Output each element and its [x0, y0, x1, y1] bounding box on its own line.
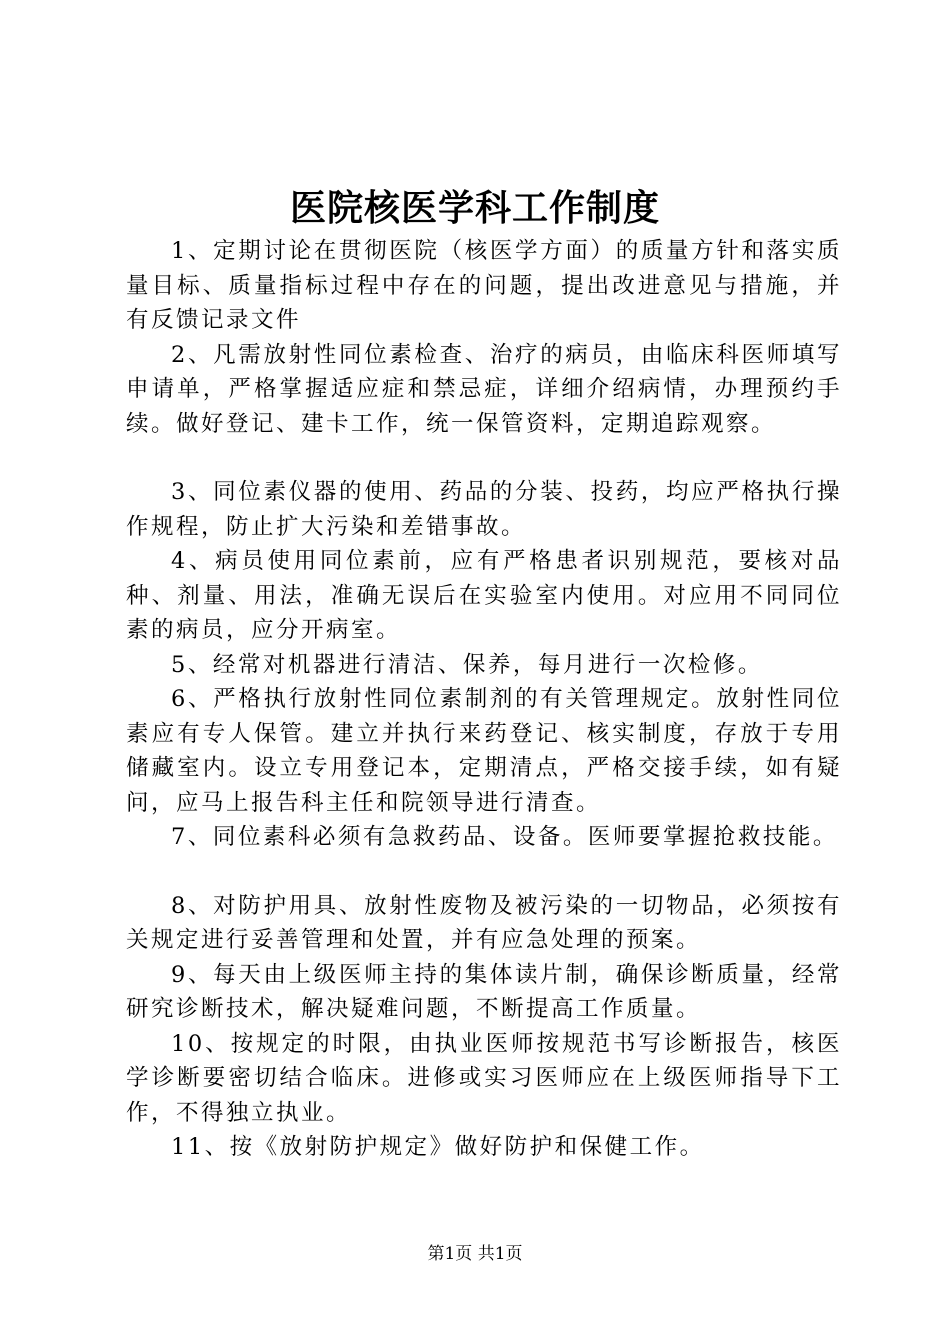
document-body: [126, 234, 842, 1165]
page-footer: 第1页 共1页: [427, 1244, 523, 1264]
paragraph-8: 8、对防护用具、放射性废物及被污染的一切物品，必须按有关规定进行妥善管理和处置，并有应急处理的预案。: [126, 892, 842, 953]
document-title: 医院核医学科工作制度: [289, 187, 660, 229]
paragraph-11: 11、按《放射防护规定》做好防护和保健工作。: [171, 1134, 705, 1160]
paragraph-10: 10、按规定的时限，由执业医师按规范书写诊断报告，核医学诊断要密切结合临床。进修或实习医师应在上级医师指导下工作，不得独立执业。: [126, 1030, 842, 1126]
paragraph-5: 5、经常对机器进行清洁、保养，每月进行一次检修。: [171, 651, 763, 678]
paragraph-6: 6、严格执行放射性同位素制剂的有关管理规定。放射性同位素应有专人保管。建立并执行来药登记、核实制度，存放于专用储藏室内。设立专用登记本，定期清点，严格交接手续，如有疑问，应马上报告科主任和院领导进行清查。: [126, 686, 842, 816]
paragraph-7: 7、同位素科必须有急救药品、设备。医师要掌握抢救技能。: [171, 824, 838, 850]
paragraph-1: 1、定期讨论在贯彻医院（核医学方面）的质量方针和落实质量目标、质量指标过程中存在的问题，提出改进意见与措施，并有反馈记录文件: [126, 238, 842, 333]
paragraph-3: 3、同位素仪器的使用、药品的分装、投药，均应严格执行操作规程，防止扩大污染和差错事故。: [126, 479, 842, 540]
paragraph-9: 9、每天由上级医师主持的集体读片制，确保诊断质量，经常研究诊断技术，解决疑难问题，不断提高工作质量。: [126, 961, 842, 1022]
paragraph-2: 2、凡需放射性同位素检查、治疗的病员，由临床科医师填写申请单，严格掌握适应症和禁忌症，详细介绍病情，办理预约手续。做好登记、建卡工作，统一保管资料，定期追踪观察。: [126, 341, 842, 437]
paragraph-4: 4、病员使用同位素前，应有严格患者识别规范，要核对品种、剂量、用法，准确无误后在实验室内使用。对应用不同同位素的病员，应分开病室。: [126, 548, 842, 643]
